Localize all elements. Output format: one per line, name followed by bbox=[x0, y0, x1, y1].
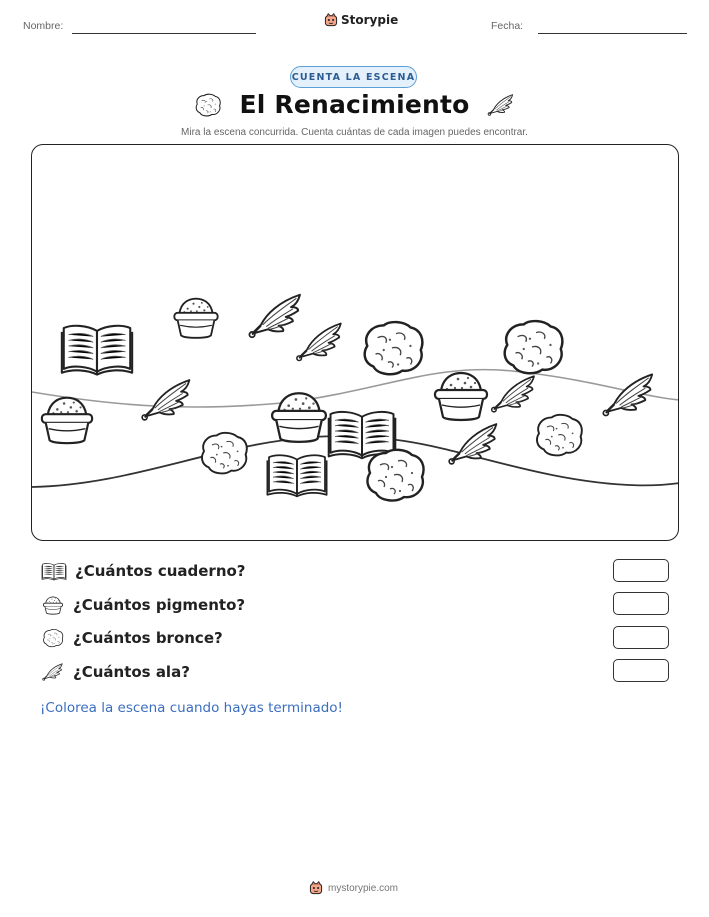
title-row bbox=[0, 90, 709, 119]
wing-item[interactable] bbox=[445, 417, 503, 471]
answer-box-cuaderno[interactable] bbox=[613, 559, 669, 582]
name-field[interactable] bbox=[72, 33, 256, 34]
question-row-bronce bbox=[41, 627, 223, 649]
name-label: Nombre: bbox=[23, 20, 64, 32]
activity-badge: CUENTA LA ESCENA bbox=[290, 66, 417, 88]
date-field[interactable] bbox=[538, 33, 687, 34]
wing-item[interactable] bbox=[138, 373, 196, 427]
bronze-item[interactable] bbox=[196, 429, 252, 477]
bronze-item[interactable] bbox=[497, 316, 569, 378]
date-label: Fecha: bbox=[491, 20, 524, 32]
question-text: ¿Cuántos pigmento? bbox=[73, 596, 246, 614]
pigment-item[interactable] bbox=[268, 385, 330, 447]
pigment-item[interactable] bbox=[431, 365, 491, 425]
coloring-instruction: ¡Colorea la escena cuando hayas terminado! bbox=[40, 700, 343, 716]
storypie-logo-icon bbox=[309, 881, 323, 895]
storypie-logo-icon bbox=[324, 13, 338, 27]
pigment-icon bbox=[41, 594, 65, 616]
bronze-icon bbox=[41, 627, 65, 649]
book-item[interactable] bbox=[59, 319, 135, 377]
bronze-item[interactable] bbox=[531, 411, 587, 459]
answer-box-ala[interactable] bbox=[613, 659, 669, 682]
answer-box-bronce[interactable] bbox=[613, 626, 669, 649]
scene-panel bbox=[31, 144, 679, 541]
pigment-item[interactable] bbox=[38, 389, 96, 449]
bronze-item[interactable] bbox=[360, 445, 430, 505]
brand-text: Storypie bbox=[341, 13, 399, 27]
wing-icon bbox=[41, 660, 65, 684]
question-row-pigmento bbox=[41, 594, 245, 616]
pigment-item[interactable] bbox=[171, 291, 221, 343]
question-row-cuaderno bbox=[41, 561, 246, 581]
question-text: ¿Cuántos bronce? bbox=[73, 629, 223, 647]
bronze-item[interactable] bbox=[357, 317, 429, 379]
question-text: ¿Cuántos ala? bbox=[73, 663, 190, 681]
book-icon bbox=[41, 561, 67, 581]
site-footer bbox=[309, 881, 398, 895]
wing-icon bbox=[486, 92, 516, 118]
page-title: El Renacimiento bbox=[239, 90, 470, 119]
bronze-icon bbox=[193, 92, 223, 118]
wing-item[interactable] bbox=[599, 367, 659, 423]
brand bbox=[324, 13, 398, 27]
instructions: Mira la escena concurrida. Cuenta cuántas de cada imagen puedes encontrar. bbox=[181, 127, 528, 138]
book-item[interactable] bbox=[265, 450, 329, 498]
question-row-ala bbox=[41, 660, 190, 684]
site-url[interactable]: mystorypie.com bbox=[328, 882, 399, 894]
answer-box-pigmento[interactable] bbox=[613, 592, 669, 615]
wing-item[interactable] bbox=[488, 371, 540, 417]
question-text: ¿Cuántos cuaderno? bbox=[75, 562, 246, 580]
wing-item[interactable] bbox=[293, 317, 347, 367]
